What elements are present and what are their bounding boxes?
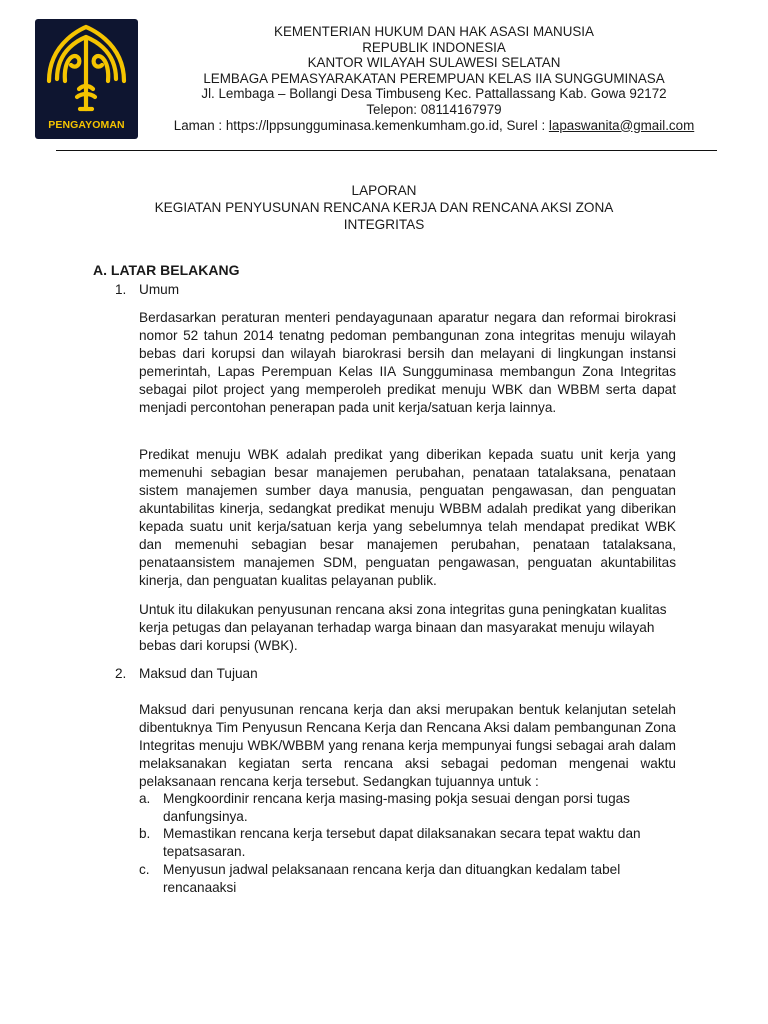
report-title-line3: INTEGRITAS [343,217,425,232]
subsection-number: 1. [115,282,127,297]
list-text: Menyusun jadwal pelaksanaan rencana kerja dan dituangkan kedalam tabel rencanaaksi [163,862,621,895]
report-title-line1: LAPORAN [351,183,417,198]
section-heading: A. LATAR BELAKANG [93,262,240,278]
paragraph-umum-2: Predikat menuju WBK adalah predikat yang diberikan kepada suatu unit kerja yang memenuhi sebagian besar manajemen perubahan, penataan tatalaksana, penataan sistem manajemen sumber daya manusia, penguatan pengawasan, dan penguatan akuntabilitas kinerja, sedangkat predikat menuju WBBM adalah predikat yang diberikan kepada suatu unit kerja/satuan kerja yang sebelumnya telah mendapat predikat WBK dan memenuhi sebagian besar manajemen perubahan, penataan tatalaksana, penataansistem manajemen SDM, penguatan pengawasan, penguatan akuntabilitas kinerja, dan penguatan kualitas pelayanan publik. [139,447,676,588]
letterhead-regional-office: KANTOR WILAYAH SULAWESI SELATAN [307,55,561,71]
subsection-label: Maksud dan Tujuan [139,666,258,681]
letterhead-ministry: KEMENTERIAN HUKUM DAN HAK ASASI MANUSIA [274,24,594,39]
list-text: Memastikan rencana kerja tersebut dapat dilaksanakan secara tepat waktu dan tepatsasaran. [163,826,641,859]
letterhead-email-link[interactable]: lapaswanita@gmail.com [548,117,695,133]
letterhead-address: Jl. Lembaga – Bollangi Desa Timbuseng Kec. Pattallassang Kab. Gowa 92172 [201,86,667,102]
report-title [100,182,668,233]
list-text: Mengkoordinir rencana kerja masing-masing pokja sesuai dengan porsi tugas danfungsinya. [163,791,630,824]
pengayoman-tree-icon [35,19,138,119]
report-title-line2: KEGIATAN PENYUSUNAN RENCANA KERJA DAN RENCANA AKSI ZONA [154,200,614,215]
list-marker: c. [139,862,150,877]
list-marker: a. [139,791,151,806]
pengayoman-logo [35,19,138,139]
letterhead [148,24,720,133]
paragraph-umum-3: Untuk itu dilakukan penyusunan rencana aksi zona integritas guna peningkatan kualitas kerja petugas dan pelayanan terhadap warga binaan dan masyarakat menuju wilayah bebas dari korupsi (WBK). [139,602,667,653]
paragraph-maksud: Maksud dari penyusunan rencana kerja dan aksi merupakan bentuk kelanjutan setelah dibentuknya Tim Penyusun Rencana Kerja dan Rencana Aksi dalam pembangunan Zona Integritas menuju WBK/WBBM yang renana kerja mempunyai fungsi sebagai arah dalam melaksanakan kegiatan serta rencana aksi sebagai pedoman mengenai waktu pelaksanaan rencana kerja tersebut. Sedangkan tujuannya untuk : [139,702,676,789]
letterhead-country: REPUBLIK INDONESIA [362,39,506,55]
letterhead-phone: Telepon: 08114167979 [366,101,502,117]
subsection-label: Umum [139,282,180,297]
list-marker: b. [139,826,151,841]
paragraph-umum-1: Berdasarkan peraturan menteri pendayagunaan aparatur negara dan reformai birokrasi nomor 52 tahun 2014 tenatng pedoman pembangunan zona integritas menuju wilayah bebas dari korupsi dan wilayah biarokrasi bersih dan melayani di lingkungan instansi pemerintah, Lapas Perempuan Kelas IIA Sungguminasa membangun Zona Integritas sebagai pilot project yang memperoleh predikat menuju WBK dan WBBM serta dapat menjadi percontohan penerapan pada unit kerja/satuan kerja lainnya. [139,310,676,415]
letterhead-web: Laman : https://lppsungguminasa.kemenkumham.go.id, Surel : [173,117,549,133]
letterhead-web-line [148,118,720,134]
letterhead-divider [56,150,717,151]
subsection-number: 2. [115,666,127,681]
letterhead-institution: LEMBAGA PEMASYARAKATAN PEREMPUAN KELAS IIA SUNGGUMINASA [203,70,665,86]
logo-text: PENGAYOMAN [48,119,125,131]
